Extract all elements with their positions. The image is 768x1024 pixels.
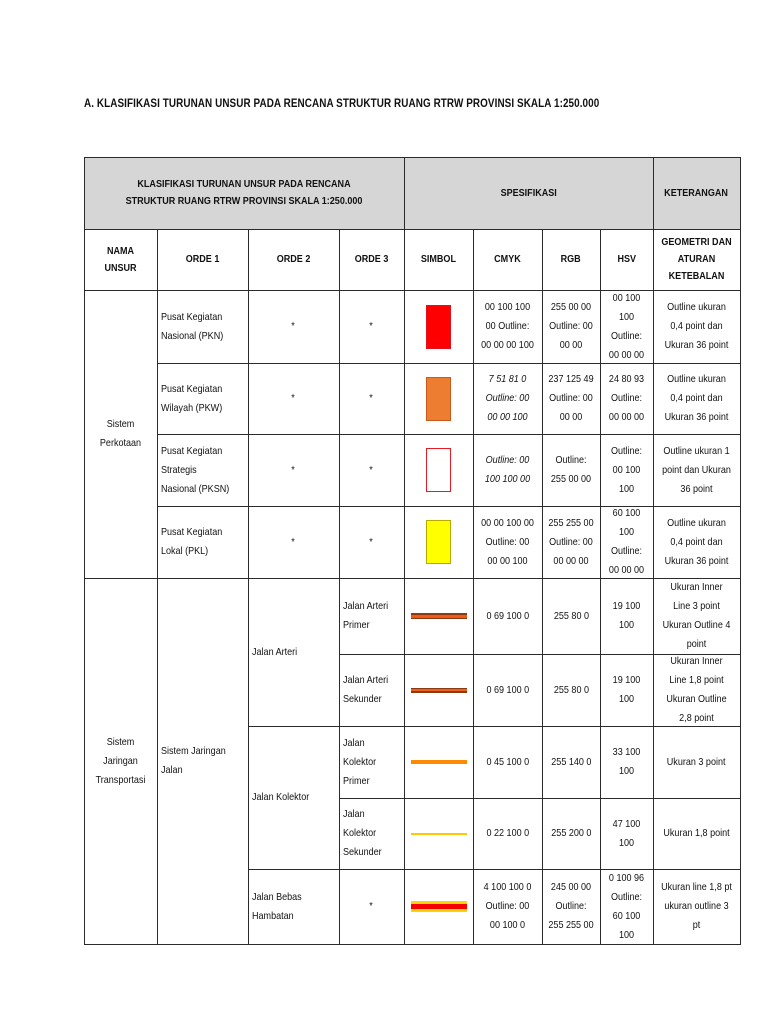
cell-orde1: Pusat Kegiatan Lokal (PKL) <box>161 526 223 557</box>
cell-rgb: 245 00 00 Outline: 255 255 00 <box>548 881 594 931</box>
header-spesifikasi: SPESIFIKASI <box>500 186 557 199</box>
cell-ket: Outline ukuran 0,4 point dan Ukuran 36 point <box>664 516 729 567</box>
cell-ket: Ukuran Inner Line 1,8 point Ukuran Outline 2,8 point <box>666 655 727 724</box>
cell-cmyk: 0 69 100 0 <box>486 609 529 622</box>
cell-orde3: Jalan Kolektor Sekunder <box>343 808 382 858</box>
header-keterangan: KETERANGAN <box>664 186 729 199</box>
cell-ket: Outline ukuran 1 point dan Ukuran 36 point <box>662 444 731 495</box>
table-border-right <box>740 157 741 945</box>
cell-cmyk: 0 45 100 0 <box>486 755 529 768</box>
cell-cmyk: 4 100 100 0 Outline: 00 00 100 0 <box>483 881 532 931</box>
cell-orde3: * <box>369 463 374 476</box>
line-symbol <box>411 760 467 764</box>
cell-hsv: 0 100 96 Outline: 60 100 100 <box>608 871 645 941</box>
page-title: A. KLASIFIKASI TURUNAN UNSUR PADA RENCANA STRUKTUR RUANG RTRW PROVINSI SKALA 1:250.000 <box>84 98 600 110</box>
cell-rgb: 237 125 49 Outline: 00 00 00 <box>548 373 594 423</box>
cell-orde3: * <box>369 320 374 332</box>
cell-ket: Ukuran line 1,8 pt ukuran outline 3 pt <box>661 881 732 931</box>
cell-orde1: Pusat Kegiatan Strategis Nasional (PKSN) <box>161 444 230 495</box>
cell-ket: Ukuran 1,8 point <box>663 827 730 839</box>
line-symbol <box>411 833 467 835</box>
cell-ket: Ukuran Inner Line 3 point Ukuran Outline 4 point <box>662 581 731 650</box>
cell-rgb: Outline: 255 00 00 <box>550 454 592 485</box>
cell-orde1: Pusat Kegiatan Wilayah (PKW) <box>161 382 223 414</box>
cell-rgb: 255 140 0 <box>550 755 592 768</box>
cell-cmyk: 0 22 100 0 <box>486 827 529 839</box>
cell-hsv: 47 100 100 <box>612 817 641 849</box>
header-cmyk: CMYK <box>494 253 521 265</box>
cell-orde2: * <box>291 463 296 476</box>
group-sistem-jaringan-transportasi: Sistem Jaringan Transportasi <box>95 735 146 786</box>
header-group-title: KLASIFIKASI TURUNAN UNSUR PADA RENCANA STRUKTUR RUANG RTRW PROVINSI SKALA 1:250.000 <box>125 178 363 207</box>
cell-rgb: 255 80 0 <box>553 683 589 696</box>
cell-hsv: Outline: 00 100 100 <box>610 444 643 495</box>
header-rgb: RGB <box>560 253 582 265</box>
cell-orde3: * <box>369 900 374 912</box>
cell-orde3: * <box>369 392 374 404</box>
cell-cmyk: 00 100 100 00 Outline: 00 00 00 100 <box>481 301 534 351</box>
cell-orde3: * <box>369 535 374 548</box>
cell-cmyk: 00 00 100 00 Outline: 00 00 00 100 <box>481 516 534 567</box>
cell-orde1: Pusat Kegiatan Nasional (PKN) <box>161 310 224 342</box>
cell-orde3: Jalan Kolektor Primer <box>343 736 377 787</box>
cell-hsv: 00 100 100 Outline: 00 00 00 <box>608 291 645 361</box>
cell-orde2: * <box>291 320 296 332</box>
cell-orde3: Jalan Arteri Sekunder <box>343 674 389 705</box>
cell-cmyk: 7 51 81 0 Outline: 00 00 00 100 <box>485 373 530 423</box>
cell-rgb: 255 00 00 Outline: 00 00 00 <box>549 301 593 351</box>
cell-rgb: 255 255 00 Outline: 00 00 00 00 <box>548 516 594 567</box>
group-sistem-jaringan-jalan: Sistem Jaringan Jalan <box>161 745 226 776</box>
group-jalan-arteri: Jalan Arteri <box>252 645 298 658</box>
line-symbol-inner <box>411 615 467 618</box>
line-symbol-inner <box>411 689 467 691</box>
cell-hsv: 19 100 100 <box>612 674 641 705</box>
line-symbol-inner <box>411 904 467 909</box>
cell-orde2: * <box>291 535 296 548</box>
group-jalan-kolektor: Jalan Kolektor <box>252 791 310 803</box>
cell-hsv: 19 100 100 <box>612 600 641 631</box>
symbol-box <box>426 520 451 564</box>
header-orde-2: ORDE 2 <box>276 253 311 265</box>
symbol-box <box>426 448 451 492</box>
header-orde-1: ORDE 1 <box>185 253 220 265</box>
cell-ket: Outline ukuran 0,4 point dan Ukuran 36 point <box>664 301 729 351</box>
header-hsv: HSV <box>617 253 636 265</box>
cell-orde3: Jalan Arteri Primer <box>343 600 389 631</box>
symbol-box <box>426 305 451 349</box>
cell-hsv: 33 100 100 <box>612 746 641 777</box>
header-orde-3: ORDE 3 <box>354 253 389 265</box>
cell-orde2: Jalan Bebas Hambatan <box>252 890 302 922</box>
cell-rgb: 255 200 0 <box>550 827 592 839</box>
header-geometri: GEOMETRI DAN ATURAN KETEBALAN <box>661 236 732 282</box>
cell-cmyk: Outline: 00 100 100 00 <box>484 454 531 485</box>
cell-ket: Ukuran 3 point <box>667 755 726 768</box>
cell-hsv: 60 100 100 Outline: 00 00 00 <box>608 507 645 576</box>
symbol-box <box>426 377 451 421</box>
cell-ket: Outline ukuran 0,4 point dan Ukuran 36 point <box>664 373 729 423</box>
header-simbol: SIMBOL <box>420 253 457 265</box>
cell-hsv: 24 80 93 Outline: 00 00 00 <box>608 373 645 423</box>
cell-cmyk: 0 69 100 0 <box>486 683 529 696</box>
header-nama-unsur: NAMA UNSUR <box>104 244 137 274</box>
cell-orde2: * <box>291 392 296 404</box>
cell-rgb: 255 80 0 <box>553 609 589 622</box>
group-sistem-perkotaan: Sistem Perkotaan <box>99 418 142 449</box>
